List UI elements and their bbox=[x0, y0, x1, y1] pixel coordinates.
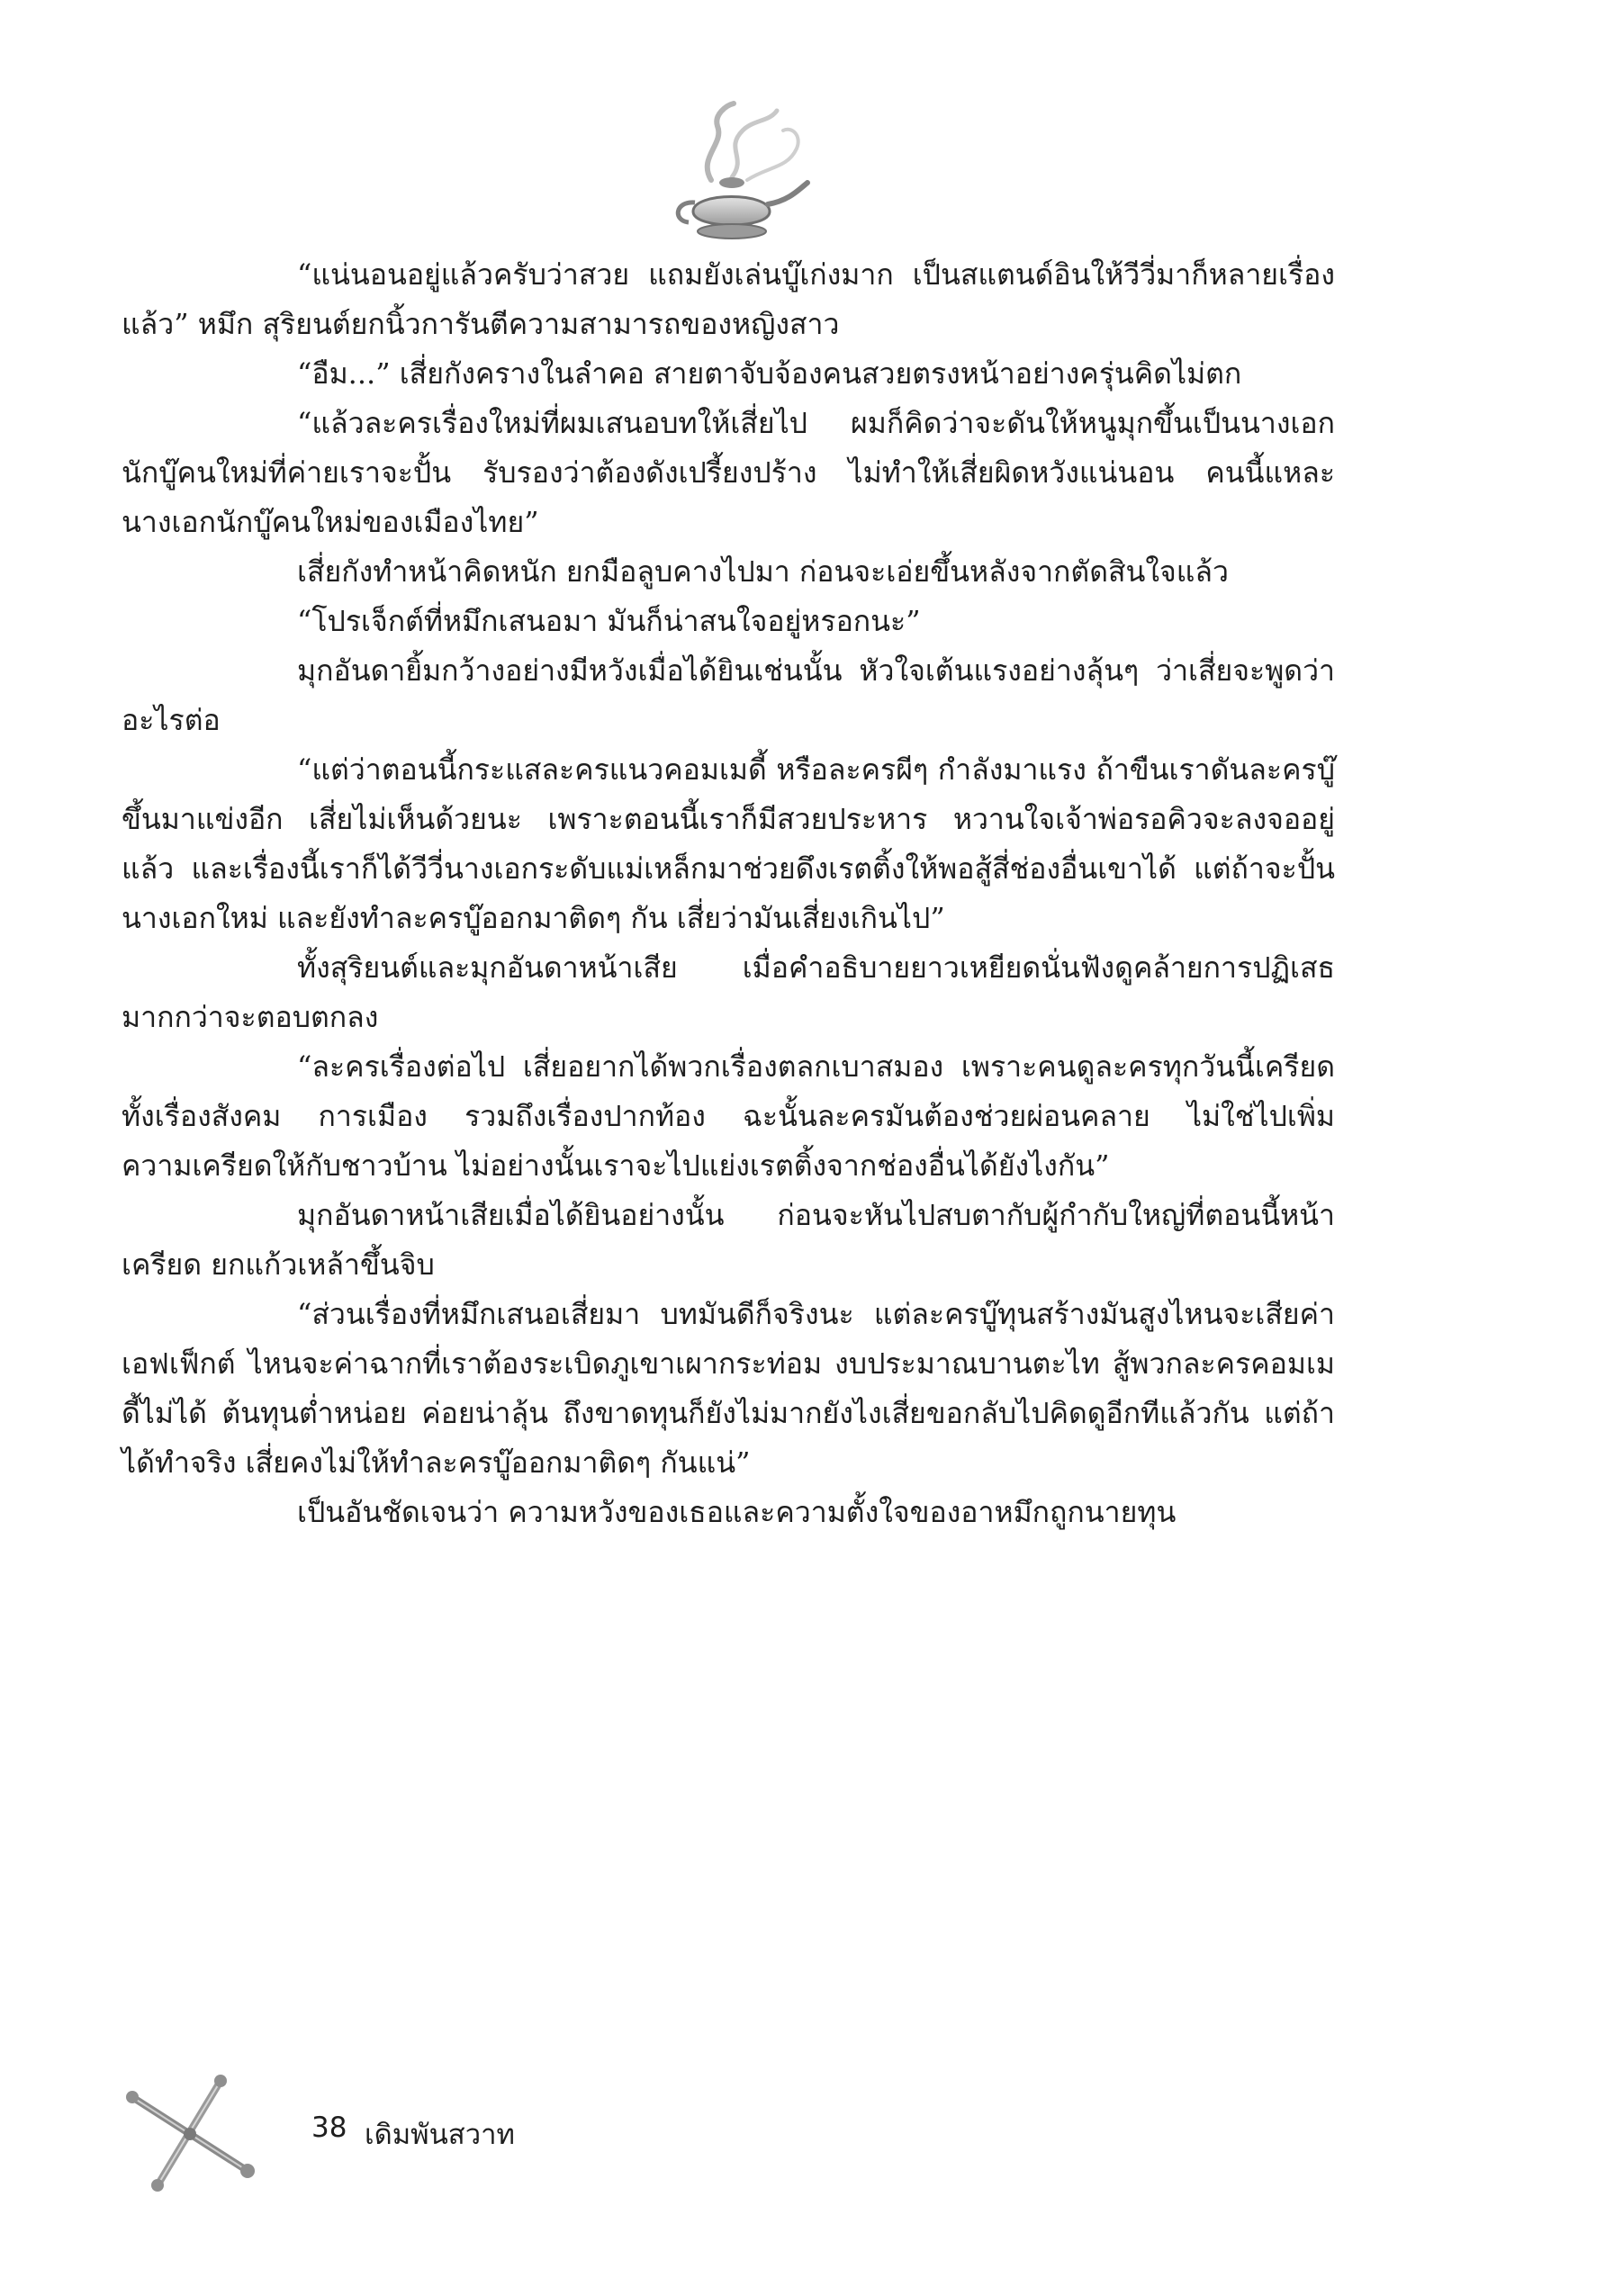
body-text bbox=[122, 250, 1335, 1537]
page-number: 38 bbox=[311, 2111, 347, 2144]
paragraph: “แน่นอนอยู่แล้วครับว่าสวย แถมยังเล่นบู๊เก่งมาก เป็นสแตนด์อินให้วีวี่มาก็หลายเรื่องแล้ว” หมึก สุริยนต์ยกนิ้วการันตีความสามารถของหญิงสาว bbox=[122, 257, 1335, 341]
cross-wrench-icon bbox=[122, 2070, 261, 2196]
paragraph: มุกอันดายิ้มกว้างอย่างมีหวังเมื่อได้ยินเช่นนั้น หัวใจเต้นแรงอย่างลุ้นๆ ว่าเสี่ยจะพูดว่าอะไรต่อ bbox=[122, 653, 1335, 737]
paragraph: เป็นอันชัดเจนว่า ความหวังของเธอและความตั้งใจของอาหมึกถูกนายทุน bbox=[297, 1495, 1177, 1529]
page-footer bbox=[122, 2070, 752, 2196]
paragraph: “แต่ว่าตอนนี้กระแสละครแนวคอมเมดี้ หรือละครผีๆ กำลังมาแรง ถ้าขืนเราดันละครบู๊ขึ้นมาแข่งอีก เสี่ยไม่เห็นด้วยนะ เพราะตอนนี้เราก็มีสวยประหาร หวานใจเจ้าพ่อรอคิวจะลงจออยู่แล้ว และเรื่องนี้เราก็ได้วีวี่นางเอกระดับแม่เหล็กมาช่วยดึงเรตติ้งให้พอสู้สี่ช่องอื่นเขาได้ แต่ถ้าจะปั้นนางเอกใหม่ และยังทำละครบู๊ออกมาติดๆ กัน เสี่ยว่ามันเสี่ยงเกินไป” bbox=[122, 752, 1335, 935]
teapot-lamp-icon bbox=[662, 95, 815, 252]
paragraph: มุกอันดาหน้าเสียเมื่อได้ยินอย่างนั้น ก่อนจะหันไปสบตากับผู้กำกับใหญ่ที่ตอนนี้หน้าเครียด ยกแก้วเหล้าขึ้นจิบ bbox=[122, 1198, 1335, 1282]
paragraph: “แล้วละครเรื่องใหม่ที่ผมเสนอบทให้เสี่ยไป ผมก็คิดว่าจะดันให้หนูมุกขึ้นเป็นนางเอกนักบู๊คนใหม่ที่ค่ายเราจะปั้น รับรองว่าต้องดังเปรี้ยงปร้าง ไม่ทำให้เสี่ยผิดหวังแน่นอน คนนี้แหละนางเอกนักบู๊คนใหม่ของเมืองไทย” bbox=[122, 406, 1335, 539]
paragraph: ทั้งสุริยนต์และมุกอันดาหน้าเสีย เมื่อคำอธิบายยาวเหยียดนั่นฟังดูคล้ายการปฏิเสธมากกว่าจะตอบตกลง bbox=[122, 950, 1335, 1034]
paragraph: “ละครเรื่องต่อไป เสี่ยอยากได้พวกเรื่องตลกเบาสมอง เพราะคนดูละครทุกวันนี้เครียดทั้งเรื่องสังคม การเมือง รวมถึงเรื่องปากท้อง ฉะนั้นละครมันต้องช่วยผ่อนคลาย ไม่ใช่ไปเพิ่มความเครียดให้กับชาวบ้าน ไม่อย่างนั้นเราจะไปแย่งเรตติ้งจากช่องอื่นได้ยังไงกัน” bbox=[122, 1049, 1335, 1183]
paragraph: เสี่ยกังทำหน้าคิดหนัก ยกมือลูบคางไปมา ก่อนจะเอ่ยขึ้นหลังจากตัดสินใจแล้ว bbox=[297, 554, 1229, 589]
book-title: เดิมพันสวาท bbox=[365, 2119, 515, 2151]
paragraph: “โปรเจ็กต์ที่หมึกเสนอมา มันก็น่าสนใจอยู่หรอกนะ” bbox=[297, 604, 921, 638]
paragraph: “อืม...” เสี่ยกังครางในลำคอ สายตาจับจ้องคนสวยตรงหน้าอย่างครุ่นคิดไม่ตก bbox=[297, 356, 1242, 391]
paragraph: “ส่วนเรื่องที่หมึกเสนอเสี่ยมา บทมันดีก็จริงนะ แต่ละครบู๊ทุนสร้างมันสูงไหนจะเสียค่าเอฟเฟ็กต์ ไหนจะค่าฉากที่เราต้องระเบิดภูเขาเผากระท่อม งบประมาณบานตะไท สู้พวกละครคอมเมดี้ไม่ได้ ต้นทุนต่ำหน่อย ค่อยน่าลุ้น ถึงขาดทุนก็ยังไม่มากยังไงเสี่ยขอกลับไปคิดดูอีกทีแล้วกัน แต่ถ้าได้ทำจริง เสี่ยคงไม่ให้ทำละครบู๊ออกมาติดๆ กันแน่” bbox=[122, 1297, 1335, 1480]
